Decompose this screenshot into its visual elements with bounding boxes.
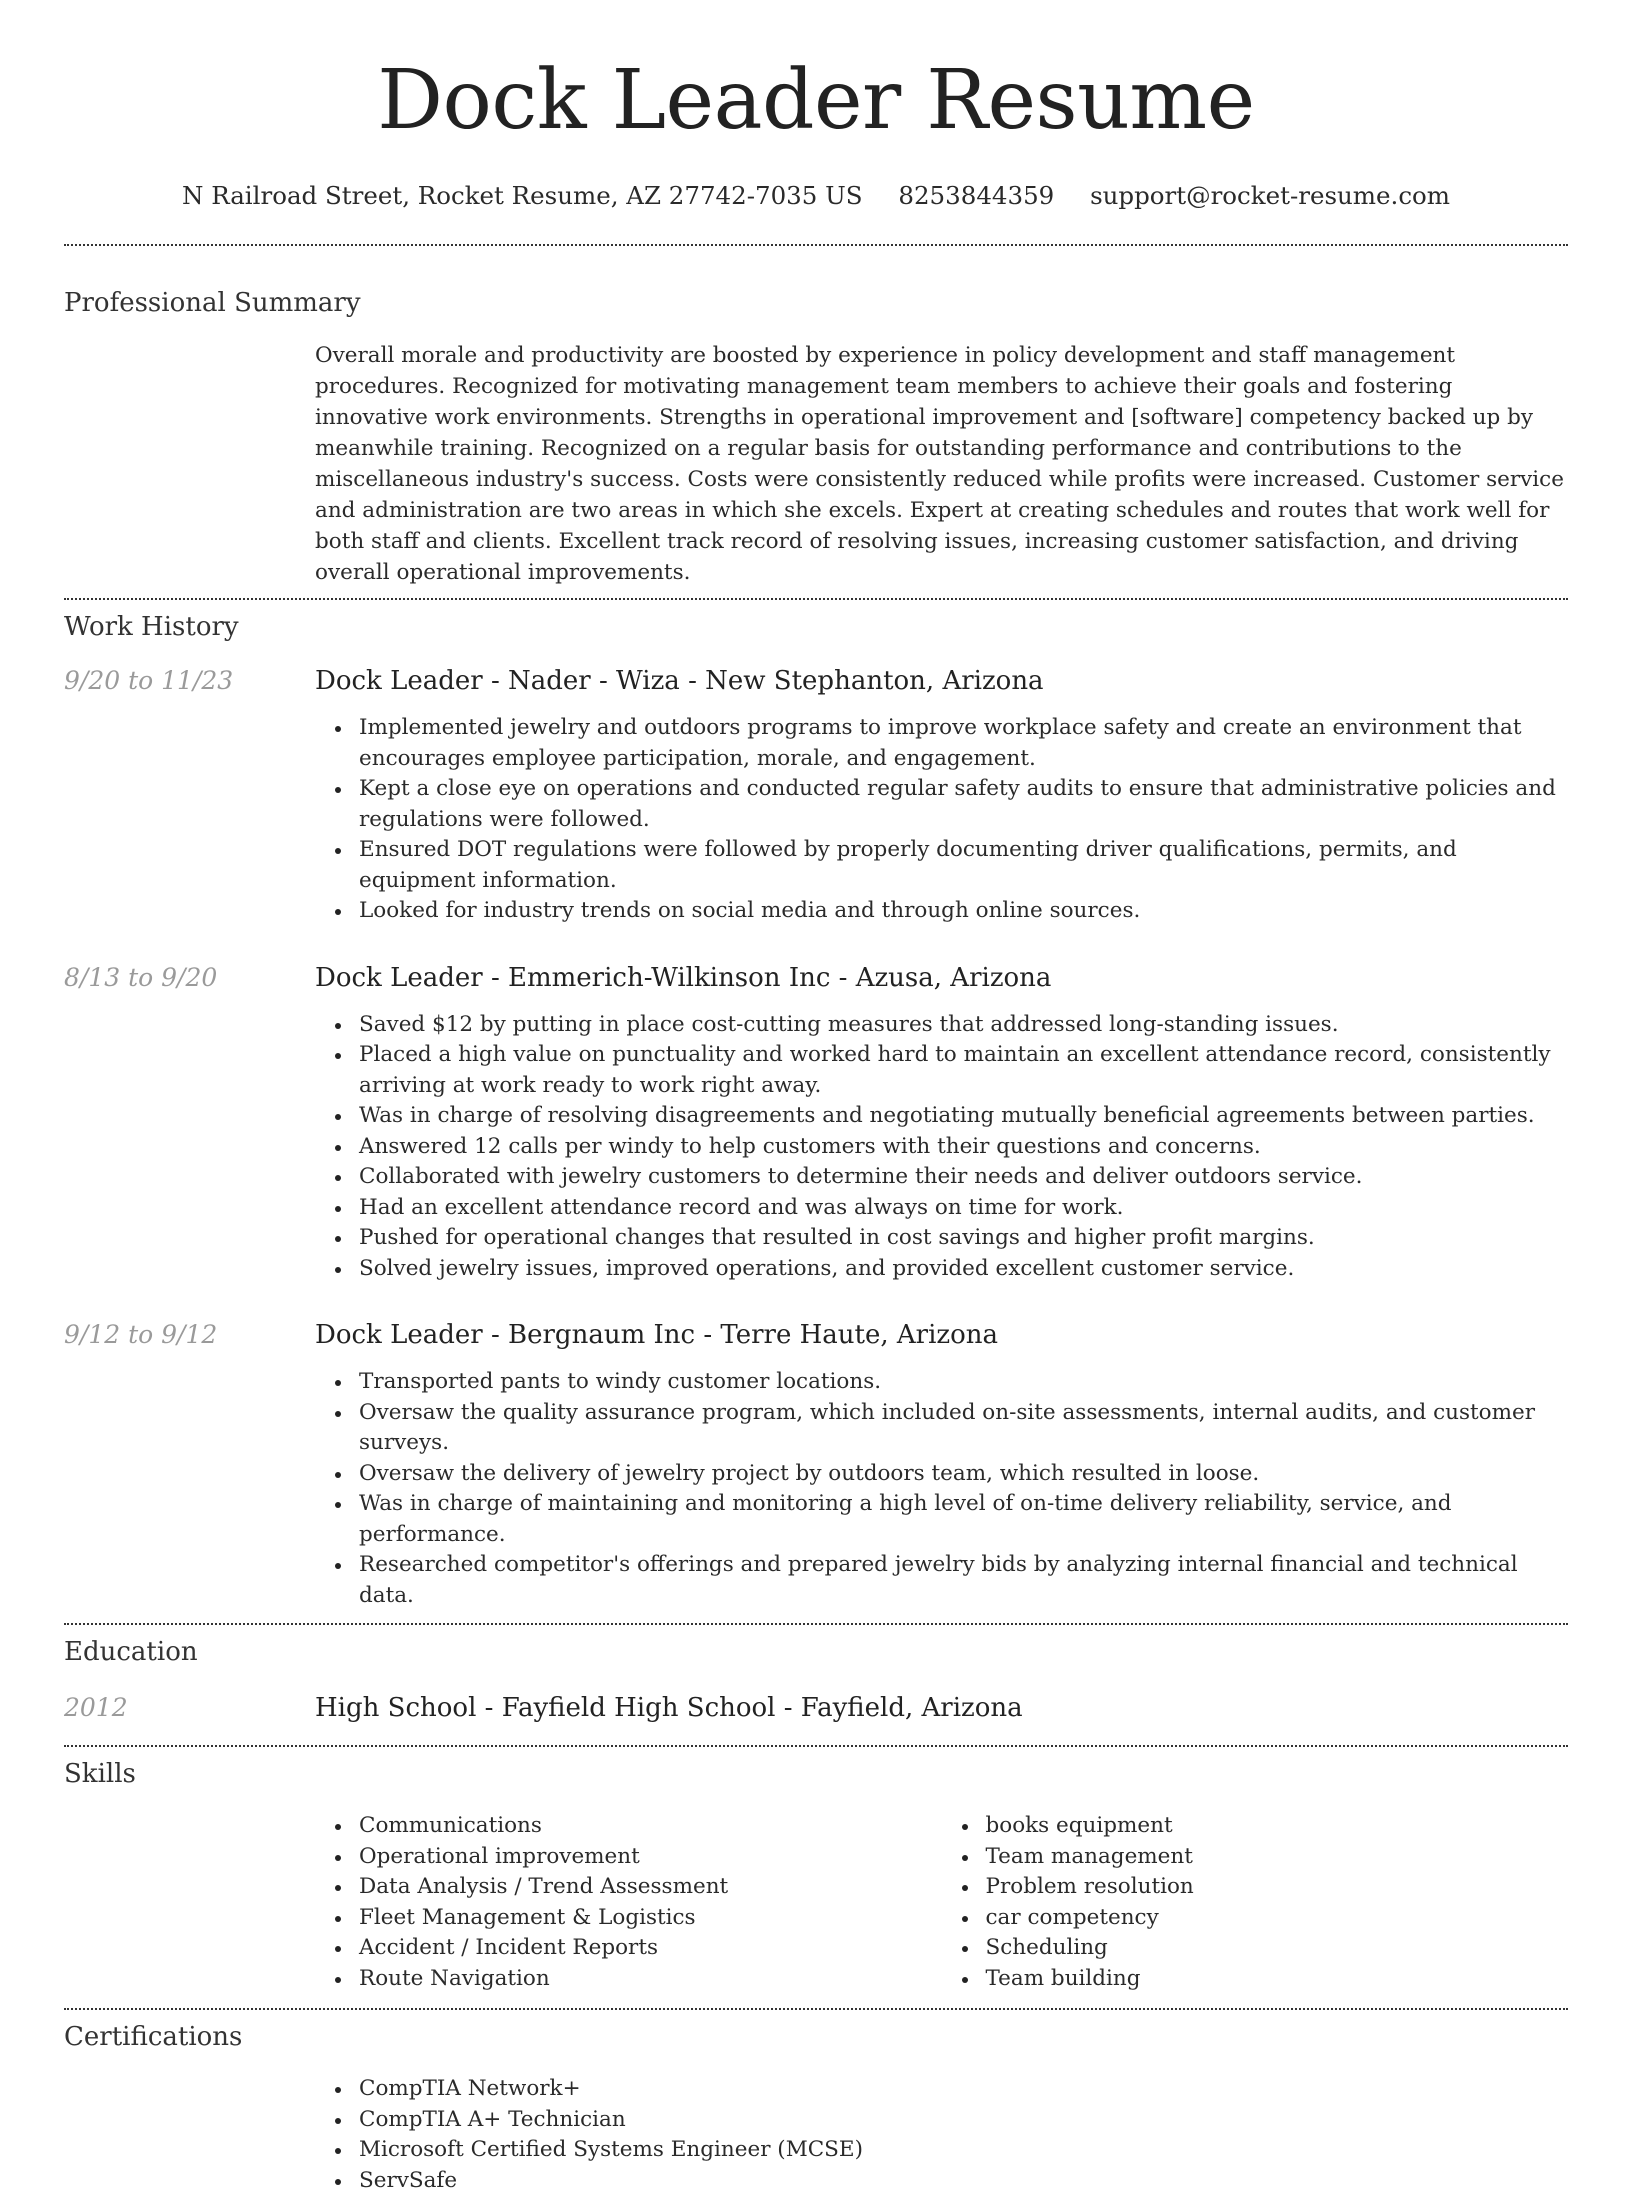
header-divider	[64, 244, 1568, 246]
skill-item: Accident / Incident Reports	[359, 1933, 942, 1964]
skills-divider	[64, 2008, 1568, 2010]
skill-item: Scheduling	[986, 1933, 1569, 1964]
job-bullets	[315, 1010, 1568, 1285]
education-year: 2012	[0, 1691, 315, 1725]
skill-item: Route Navigation	[359, 1964, 942, 1995]
certifications-block	[315, 2074, 1568, 2196]
education-title: High School - Fayfield High School - Fayfield, Arizona	[315, 1691, 1568, 1725]
job-bullet: Saved $12 by putting in place cost-cutting measures that addressed long-standing issues.	[359, 1010, 1568, 1041]
section-title-work-history: Work History	[64, 610, 1632, 644]
section-title-skills: Skills	[64, 1757, 1632, 1791]
job-bullet: Answered 12 calls per windy to help customers with their questions and concerns.	[359, 1132, 1568, 1163]
skills-columns	[315, 1811, 1568, 1994]
education-entry	[0, 1691, 1632, 1725]
job-title: Dock Leader - Nader - Wiza - New Stephanton, Arizona	[315, 664, 1568, 698]
certification-item: CompTIA A+ Technician	[359, 2105, 863, 2136]
skill-item: car competency	[986, 1903, 1569, 1934]
certification-item: CompTIA Network+	[359, 2074, 863, 2105]
job-bullet: Looked for industry trends on social media and through online sources.	[359, 896, 1568, 927]
contact-phone: 8253844359	[898, 181, 1054, 210]
job-title: Dock Leader - Bergnaum Inc - Terre Haute, Arizona	[315, 1318, 1568, 1352]
job-bullet: Collaborated with jewelry customers to determine their needs and deliver outdoors service.	[359, 1162, 1568, 1193]
job-bullet: Oversaw the quality assurance program, which included on-site assessments, internal audits, and customer surveys.	[359, 1398, 1568, 1459]
job-bullet: Was in charge of resolving disagreements and negotiating mutually beneficial agreements between parties.	[359, 1101, 1568, 1132]
job-entry	[0, 664, 1632, 927]
skill-item: books equipment	[986, 1811, 1569, 1842]
job-bullet: Ensured DOT regulations were followed by properly documenting driver qualifications, permits, and equipment information.	[359, 835, 1568, 896]
section-title-education: Education	[64, 1635, 1632, 1669]
job-title: Dock Leader - Emmerich-Wilkinson Inc - Azusa, Arizona	[315, 961, 1568, 995]
job-bullet: Oversaw the delivery of jewelry project by outdoors team, which resulted in loose.	[359, 1459, 1568, 1490]
job-bullet: Implemented jewelry and outdoors programs to improve workplace safety and create an environment that encourages employee participation, morale, and engagement.	[359, 713, 1568, 774]
skill-item: Problem resolution	[986, 1872, 1569, 1903]
job-entry	[0, 961, 1632, 1285]
certification-item: Microsoft Certified Systems Engineer (MCSE)	[359, 2135, 863, 2166]
section-title-summary: Professional Summary	[64, 286, 1632, 320]
skill-item: Fleet Management & Logistics	[359, 1903, 942, 1934]
job-body	[315, 1318, 1568, 1611]
job-bullets	[315, 1367, 1568, 1611]
work-divider	[64, 1623, 1568, 1625]
skill-item: Operational improvement	[359, 1842, 942, 1873]
education-divider	[64, 1745, 1568, 1747]
skill-item: Data Analysis / Trend Assessment	[359, 1872, 942, 1903]
job-bullet: Kept a close eye on operations and conducted regular safety audits to ensure that administrative policies and regulations were followed.	[359, 774, 1568, 835]
job-bullet: Had an excellent attendance record and was always on time for work.	[359, 1193, 1568, 1224]
summary-text: Overall morale and productivity are boosted by experience in policy development and staff management procedures. Recognized for motivating management team members to achieve their goals and fostering innovative work environments. Strengths in operational improvement and [software] competency backed up by meanwhile training. Recognized on a regular basis for outstanding performance and contributions to the miscellaneous industry's success. Costs were consistently reduced while profits were increased. Customer service and administration are two areas in which she excels. Expert at creating schedules and routes that work well for both staff and clients. Excellent track record of resolving issues, increasing customer satisfaction, and driving overall operational improvements.	[315, 340, 1568, 588]
job-body	[315, 664, 1568, 927]
job-body	[315, 961, 1568, 1285]
skill-item: Team management	[986, 1842, 1569, 1873]
education-body	[315, 1691, 1568, 1725]
certification-item: ServSafe	[359, 2166, 863, 2196]
job-dates: 9/20 to 11/23	[0, 664, 315, 927]
certifications-list	[315, 2074, 863, 2196]
contact-address: N Railroad Street, Rocket Resume, AZ 27742-7035 US	[182, 181, 863, 210]
resume-title: Dock Leader Resume	[0, 54, 1632, 148]
section-title-certifications: Certifications	[64, 2020, 1632, 2054]
contact-line	[0, 180, 1632, 212]
resume-header	[0, 0, 1632, 212]
summary-divider	[64, 598, 1568, 600]
job-entry	[0, 1318, 1632, 1611]
job-dates: 8/13 to 9/20	[0, 961, 315, 1285]
skills-list-left	[315, 1811, 942, 1994]
job-bullet: Pushed for operational changes that resulted in cost savings and higher profit margins.	[359, 1223, 1568, 1254]
job-bullet: Researched competitor's offerings and prepared jewelry bids by analyzing internal financial and technical data.	[359, 1550, 1568, 1611]
job-bullet: Transported pants to windy customer locations.	[359, 1367, 1568, 1398]
contact-email: support@rocket-resume.com	[1090, 181, 1450, 210]
skills-list-right	[942, 1811, 1569, 1994]
skill-item: Team building	[986, 1964, 1569, 1995]
skill-item: Communications	[359, 1811, 942, 1842]
job-bullet: Placed a high value on punctuality and worked hard to maintain an excellent attendance record, consistently arriving at work ready to work right away.	[359, 1040, 1568, 1101]
job-dates: 9/12 to 9/12	[0, 1318, 315, 1611]
job-bullet: Was in charge of maintaining and monitoring a high level of on-time delivery reliability, service, and performance.	[359, 1489, 1568, 1550]
job-bullets	[315, 713, 1568, 927]
job-bullet: Solved jewelry issues, improved operations, and provided excellent customer service.	[359, 1254, 1568, 1285]
